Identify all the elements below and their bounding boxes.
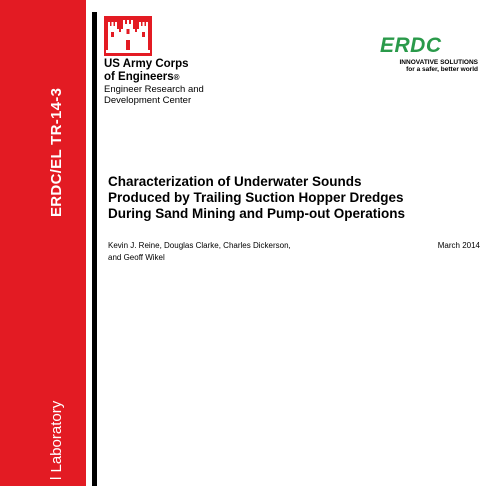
vertical-divider [92,12,97,486]
title-line-1: Characterization of Underwater Sounds [108,174,362,189]
authors-line-1: Kevin J. Reine, Douglas Clarke, Charles Dickerson, [108,241,291,250]
usace-name [104,58,284,84]
laboratory-name: l Laboratory [48,400,65,480]
center-name-line1: Engineer Research and [104,84,204,95]
erdc-logo: ERDC [380,34,442,57]
castle-icon [104,16,152,56]
publication-date: March 2014 [437,241,480,250]
authors [108,240,348,264]
erdc-tagline-2: for a safer, better world [406,66,478,73]
sidebar-red-band [0,0,86,486]
usace-name-line1: US Army Corps [104,58,189,70]
authors-line-2: and Geoff Wikel [108,253,165,262]
usace-name-line2: of Engineers® [104,71,180,83]
title-line-3: During Sand Mining and Pump-out Operations [108,206,405,221]
erdc-tagline-1: INNOVATIVE SOLUTIONS [399,59,478,66]
registered-mark: ® [173,73,180,82]
report-title [108,174,480,222]
title-line-2: Produced by Trailing Suction Hopper Dredges [108,190,404,205]
erdc-full-name [104,84,284,106]
report-number: ERDC/EL TR-14-3 [48,87,65,217]
center-name-line2: Development Center [104,95,192,106]
